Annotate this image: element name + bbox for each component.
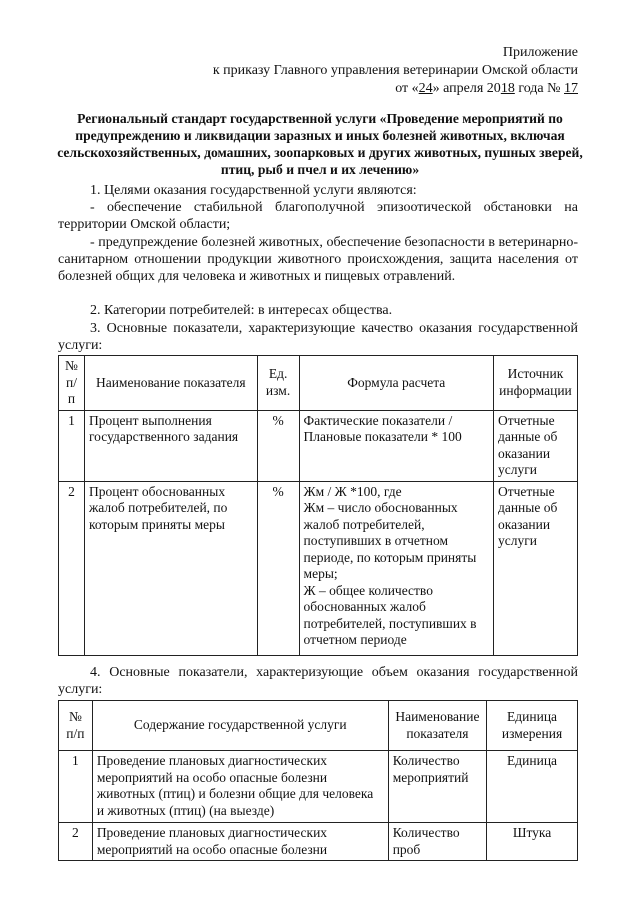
order-number: 17: [564, 81, 578, 96]
row-number: 2: [59, 481, 85, 655]
table-header-row: [59, 701, 578, 751]
column-header-unit: Ед. изм.: [257, 356, 299, 411]
service-content: Проведение плановых диагностических мероприятий на особо опасные болезни животных (птиц) и болезни общие для человека и животных (птиц) (на выезде): [92, 751, 388, 823]
service-content: Проведение плановых диагностических мероприятий на особо опасные болезни: [92, 823, 388, 861]
unit: %: [257, 410, 299, 481]
column-header-number: № п/п: [59, 701, 93, 751]
paragraph-volume: 4. Основные показатели, характеризующие объем оказания государственной услуги:: [58, 665, 578, 697]
column-header-number: № п/п: [59, 356, 85, 411]
paragraph-quality: 3. Основные показатели, характеризующие качество оказания государственной услуги:: [58, 321, 578, 353]
paragraph-goals: 1. Целями оказания государственной услуги являются:: [90, 183, 417, 198]
indicator-name: Количество мероприятий: [388, 751, 486, 823]
paragraph-consumers: 2. Категории потребителей: в интересах общества.: [90, 303, 393, 318]
indicator-name: Процент обоснованных жалоб потребителей, по которым приняты меры: [84, 481, 257, 655]
table-row: [59, 751, 578, 823]
quality-indicators-table: [58, 355, 578, 656]
indicator-name: Процент выполнения государственного задания: [84, 410, 257, 481]
column-header-indicator: Наименование показателя: [388, 701, 486, 751]
column-header-service-content: Содержание государственной услуги: [92, 701, 388, 751]
volume-indicators-table: [58, 700, 578, 861]
unit: Штука: [487, 823, 578, 861]
unit: %: [257, 481, 299, 655]
column-header-formula: Формула расчета: [299, 356, 493, 411]
row-number: 1: [59, 410, 85, 481]
formula: Жм / Ж *100, где Жм – число обоснованных жалоб потребителей, поступивших в отчетном периоде, по которым приняты меры; Ж – общее количество обоснованных жалоб потребителей, поступивших в отчетном периоде: [299, 481, 493, 655]
order-date: от «24» апреля 2018 года № 17: [395, 81, 578, 96]
column-header-indicator: Наименование показателя: [84, 356, 257, 411]
appendix-label: Приложение: [502, 45, 578, 60]
document-title: Региональный стандарт государственной услуги «Проведение мероприятий по предупреждению и ликвидации заразных и иных болезней животных, включая сельскохозяйственных, домашних, зоопарковых и других животных, пушных зверей, птиц, рыб и пчел и их лечению»: [57, 111, 583, 177]
order-reference: к приказу Главного управления ветеринарии Омской области: [212, 63, 578, 78]
paragraph-goal-2: - предупреждение болезней животных, обеспечение безопасности в ветеринарно-санитарном отношении продукции животного происхождения, защита населения от болезней общих для человека и животных и пищевых отравлений.: [58, 235, 578, 284]
row-number: 1: [59, 751, 93, 823]
table-row: [59, 481, 578, 655]
table-row: [59, 410, 578, 481]
table-header-row: [59, 356, 578, 411]
row-number: 2: [59, 823, 93, 861]
indicator-name: Количество проб: [388, 823, 486, 861]
order-year: 18: [500, 81, 515, 96]
column-header-source: Источник информации: [493, 356, 577, 411]
order-day: 24: [418, 81, 433, 96]
table-row: [59, 823, 578, 861]
column-header-unit: Единица измерения: [487, 701, 578, 751]
paragraph-goal-1: - обеспечение стабильной благополучной эпизоотической обстановки на территории Омской области;: [58, 200, 578, 232]
formula: Фактические показатели / Плановые показатели * 100: [299, 410, 493, 481]
info-source: Отчетные данные об оказании услуги: [493, 410, 577, 481]
unit: Единица: [487, 751, 578, 823]
info-source: Отчетные данные об оказании услуги: [493, 481, 577, 655]
